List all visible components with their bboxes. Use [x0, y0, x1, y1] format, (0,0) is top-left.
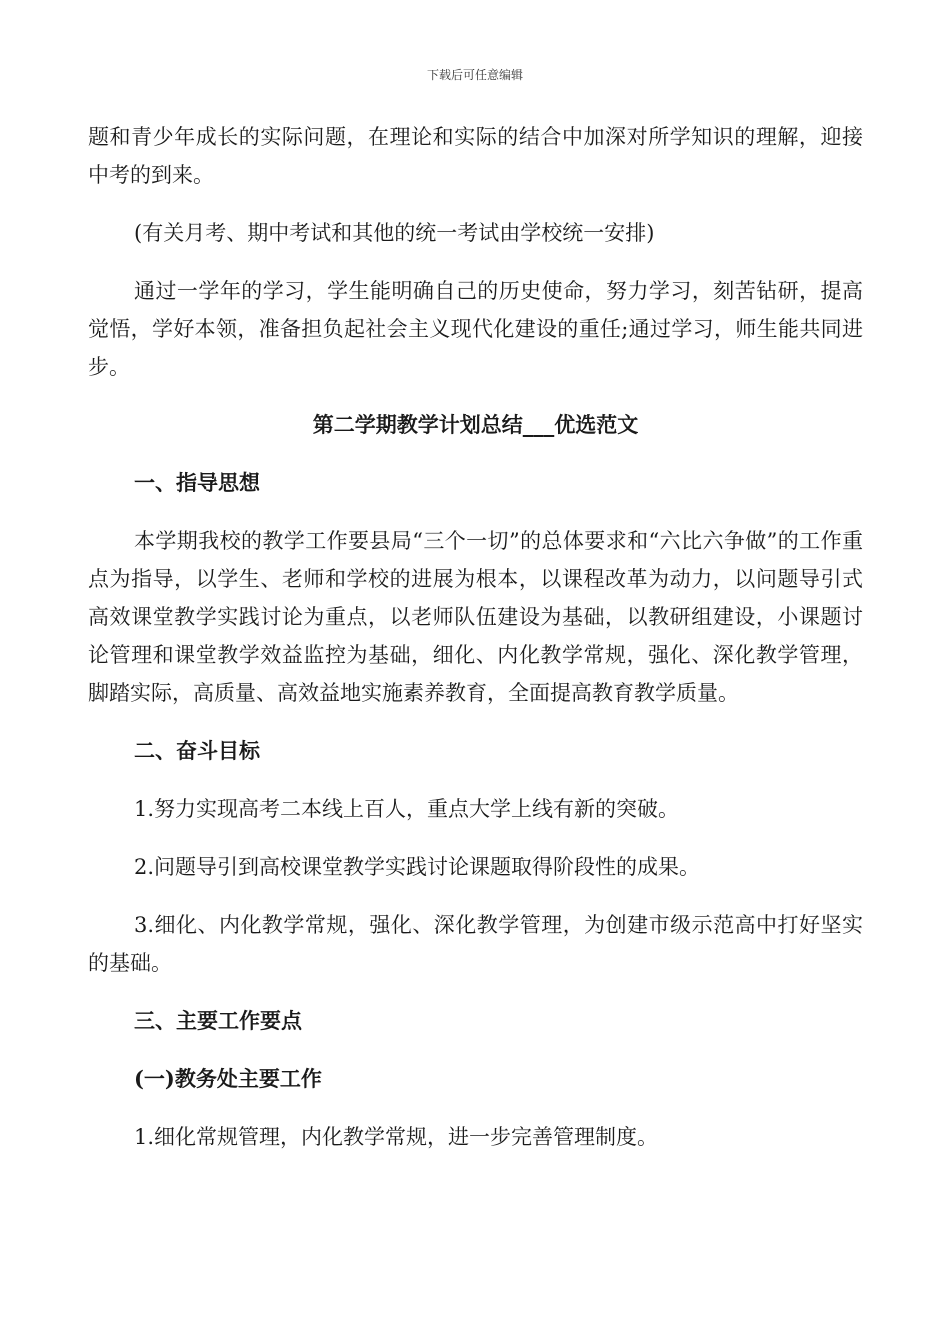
goal-item-1: 1.努力实现高考二本线上百人，重点大学上线有新的突破。 [134, 797, 680, 821]
document-title: 第二学期教学计划总结___优选范文 [312, 412, 639, 437]
subsection-heading-academic: (一)教务处主要工作 [134, 1066, 322, 1091]
work-item-1: 1.细化常规管理，内化教学常规，进一步完善管理制度。 [134, 1125, 659, 1149]
paragraph-summary: 通过一学年的学习，学生能明确自己的历史使命，努力学习，刻苦钻研，提高觉悟，学好本领，准备担负起社会主义现代化建设的重任;通过学习，师生能共同进步。 [88, 279, 863, 379]
section-heading-work: 三、主要工作要点 [134, 1008, 302, 1033]
document-body [88, 118, 863, 1176]
goal-item-3: 3.细化、内化教学常规，强化、深化教学管理，为创建市级示范高中打好坚实的基础。 [88, 913, 863, 975]
section-heading-goals: 二、奋斗目标 [134, 738, 260, 763]
paragraph-exam-note: (有关月考、期中考试和其他的统一考试由学校统一安排) [134, 221, 655, 245]
paragraph-guiding: 本学期我校的教学工作要县局“三个一切”的总体要求和“六比六争做”的工作重点为指导，以学生、老师和学校的进展为根本，以课程改革为动力，以问题导引式高效课堂教学实践讨论为重点，以老师队伍建设为基础，以教研组建设，小课题讨论管理和课堂教学效益监控为基础，细化、内化教学常规，强化、深化教学管理，脚踏实际，高质量、高效益地实施素养教育，全面提高教育教学质量。 [88, 529, 863, 705]
page-header: 下载后可任意编辑 [426, 68, 523, 82]
goal-item-2: 2.问题导引到高校课堂教学实践讨论课题取得阶段性的成果。 [134, 855, 701, 879]
paragraph-continued: 题和青少年成长的实际问题，在理论和实际的结合中加深对所学知识的理解，迎接中考的到来。 [88, 125, 863, 187]
section-heading-guiding: 一、指导思想 [134, 470, 260, 495]
